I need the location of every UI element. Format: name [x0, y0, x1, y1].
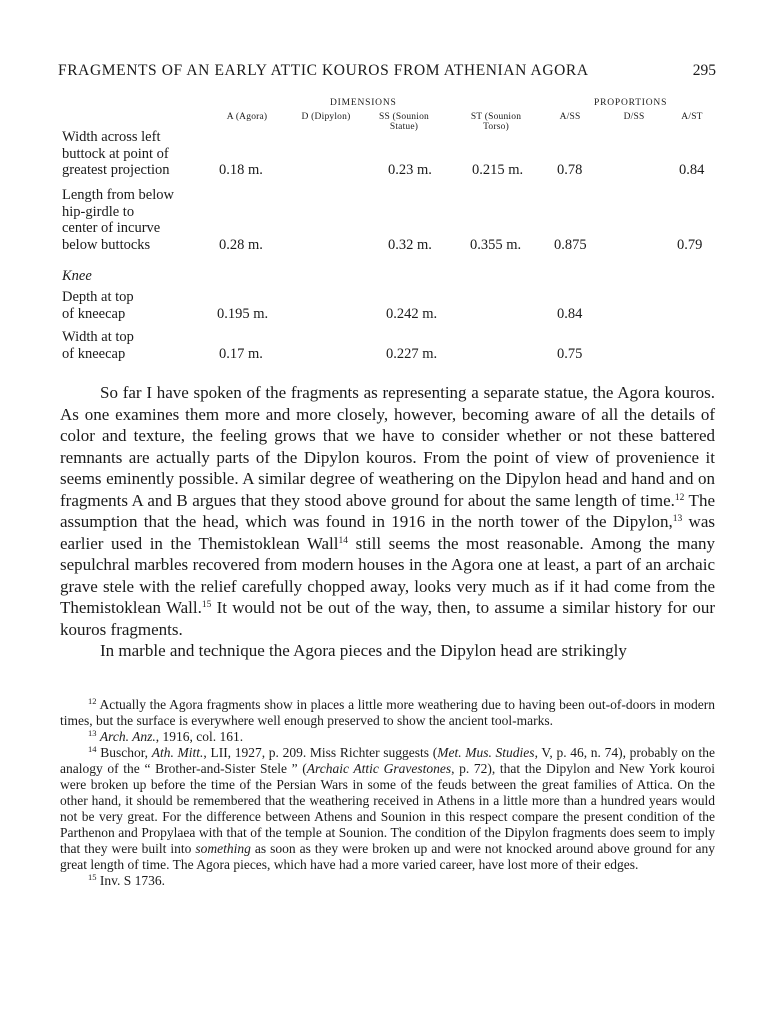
col-header-d: D (Dipylon) [301, 112, 351, 122]
footnote-citation: Ath. Mitt. [151, 745, 204, 760]
row-label-line: Width at top [62, 329, 134, 345]
body-text [60, 382, 715, 662]
running-title: FRAGMENTS OF AN EARLY ATTIC KOUROS FROM ATHENIAN AGORA [58, 62, 589, 79]
table-row-label [62, 329, 134, 362]
cell-a-st: 0.84 [679, 162, 705, 178]
row-label-line: greatest projection [62, 162, 170, 178]
footnote-emphasis: something [195, 841, 251, 856]
footnote-citation: Met. Mus. Studies [437, 745, 535, 760]
cell-a-st: 0.79 [677, 237, 703, 253]
row-label-line: Depth at top [62, 289, 134, 305]
cell-ss: 0.242 m. [386, 306, 438, 322]
paragraph-text: So far I have spoken of the fragments as representing a separate statue, the Agora kouros. As one examines them more and more closely, however, becoming aware of all the details of color and texture, the feeling grows that we have to consider whether or not these battered remnants are actually parts of the Dipylon kouros. From the point of view of provenience it seems eminently possible. A similar degree of weathering on the Dipylon head and hand and on fragments A and B argues that they stood above ground for about the same length of time. [60, 383, 715, 510]
row-label-line: below buttocks [62, 236, 151, 253]
footnote-text: Inv. S 1736. [99, 873, 166, 888]
group-header-proportions: PROPORTIONS [594, 98, 668, 108]
col-header-st-line2: Torso) [483, 122, 509, 132]
row-label-line: Length from below [62, 187, 174, 203]
footnote-citation: Arch. Anz. [99, 729, 156, 744]
row-label-line: of kneecap [62, 305, 126, 322]
row-label-line: Width across left [62, 129, 161, 145]
footnote-number: 15 [88, 872, 97, 882]
col-header-st [458, 112, 534, 132]
col-header-a-ss: A/SS [559, 112, 581, 122]
footnote-text: , p. 72), that the Dipylon and New York kouroi were broken up before the time of the Persian Wars in some of the feuds between the great families of Attica. On the other hand, it should be remembered that the weathering received in Athens in a little more than a hundred years would not be very great. For the difference between Athens and Sounion in this respect compare the present condition of the Parthenon and Propylaea with that of the temple at Sounion. The condition of the Dipylon fragments does seem to imply that they were built into [60, 761, 716, 856]
col-header-st-line1: ST (Sounion [470, 112, 522, 122]
cell-ss: 0.23 m. [388, 162, 432, 178]
cell-a-ss: 0.875 [554, 237, 587, 253]
paragraph [60, 382, 715, 640]
cell-a-ss: 0.84 [557, 306, 583, 322]
cell-a: 0.17 m. [219, 346, 263, 362]
table-row-label [62, 129, 170, 179]
paragraph-text: It would not be out of the way, then, to assume a similar history for our kouros fragments. [60, 598, 715, 639]
cell-st: 0.215 m. [472, 162, 524, 178]
cell-a-ss: 0.75 [557, 346, 583, 362]
section-heading-knee: Knee [62, 268, 92, 284]
group-header-dimensions: DIMENSIONS [330, 98, 397, 108]
dimensions-table [0, 0, 771, 380]
col-header-ss [366, 112, 442, 132]
footnote-text: , V, p. 46, n. 74), probably on the analogy of the “ Brother-and-Sister Stele ” ( [60, 745, 716, 776]
footnote-text: as soon as they were broken up and were not knocked around above ground for any great length of time. The Agora pieces, which have had a more varied career, have lost more of their edges. [60, 841, 715, 872]
paragraph: In marble and technique the Agora pieces and the Dipylon head are strikingly [100, 641, 627, 660]
footnotes [60, 697, 715, 889]
row-label-line: hip-girdle to [62, 203, 135, 220]
footnote-12 [60, 697, 715, 729]
footnote-ref: 14 [338, 535, 349, 546]
cell-st: 0.355 m. [470, 237, 522, 253]
cell-a: 0.28 m. [219, 237, 263, 253]
footnote-15 [60, 873, 715, 889]
table-row-label [62, 289, 134, 322]
footnote-14 [60, 745, 715, 873]
footnote-ref: 15 [201, 600, 212, 610]
footnote-ref: 12 [674, 492, 685, 503]
col-header-a-st: A/ST [681, 112, 703, 122]
footnote-13 [60, 729, 715, 745]
footnote-number: 13 [88, 728, 97, 738]
footnote-text: Actually the Agora fragments show in places a little more weathering due to having been out-of-doors in modern times, but the surface is everywhere well enough preserved to show the ancient tool-marks. [60, 697, 715, 728]
footnote-text: , 1916, col. 161. [155, 729, 244, 744]
row-label-line: of kneecap [62, 345, 126, 362]
footnote-number: 14 [88, 744, 97, 754]
footnote-text: Buschor, [100, 745, 152, 760]
page-number: 295 [692, 62, 716, 79]
footnote-ref: 13 [672, 514, 683, 524]
cell-ss: 0.227 m. [386, 346, 438, 362]
row-label-line: center of incurve [62, 220, 161, 236]
row-label-line: buttock at point of [62, 145, 169, 162]
col-header-ss-line2: Statue) [389, 122, 419, 132]
cell-ss: 0.32 m. [388, 237, 432, 253]
cell-a: 0.18 m. [219, 162, 263, 178]
paragraph-text: was earlier used in the Themistoklean Wall [60, 512, 715, 553]
paragraph-text: The assumption that the head, which was found in 1916 in the north tower of the Dipylon, [60, 490, 715, 531]
col-header-d-ss: D/SS [623, 112, 645, 122]
table-row-label [62, 187, 174, 253]
footnote-number: 12 [88, 696, 97, 706]
col-header-ss-line1: SS (Sounion [379, 112, 429, 122]
footnote-citation: Archaic Attic Gravestones [306, 761, 452, 776]
cell-a: 0.195 m. [217, 306, 269, 322]
paragraph-text: still seems the most reasonable. Among the many sepulchral marbles recovered from modern houses in the Agora one at least, a part of an archaic grave stele with the relief carefully chopped away, looks very much as if it had come from the Themistoklean Wall. [60, 533, 715, 617]
footnote-text: , LII, 1927, p. 209. Miss Richter suggests ( [203, 745, 438, 760]
col-header-a: A (Agora) [226, 112, 268, 122]
cell-a-ss: 0.78 [557, 162, 583, 178]
